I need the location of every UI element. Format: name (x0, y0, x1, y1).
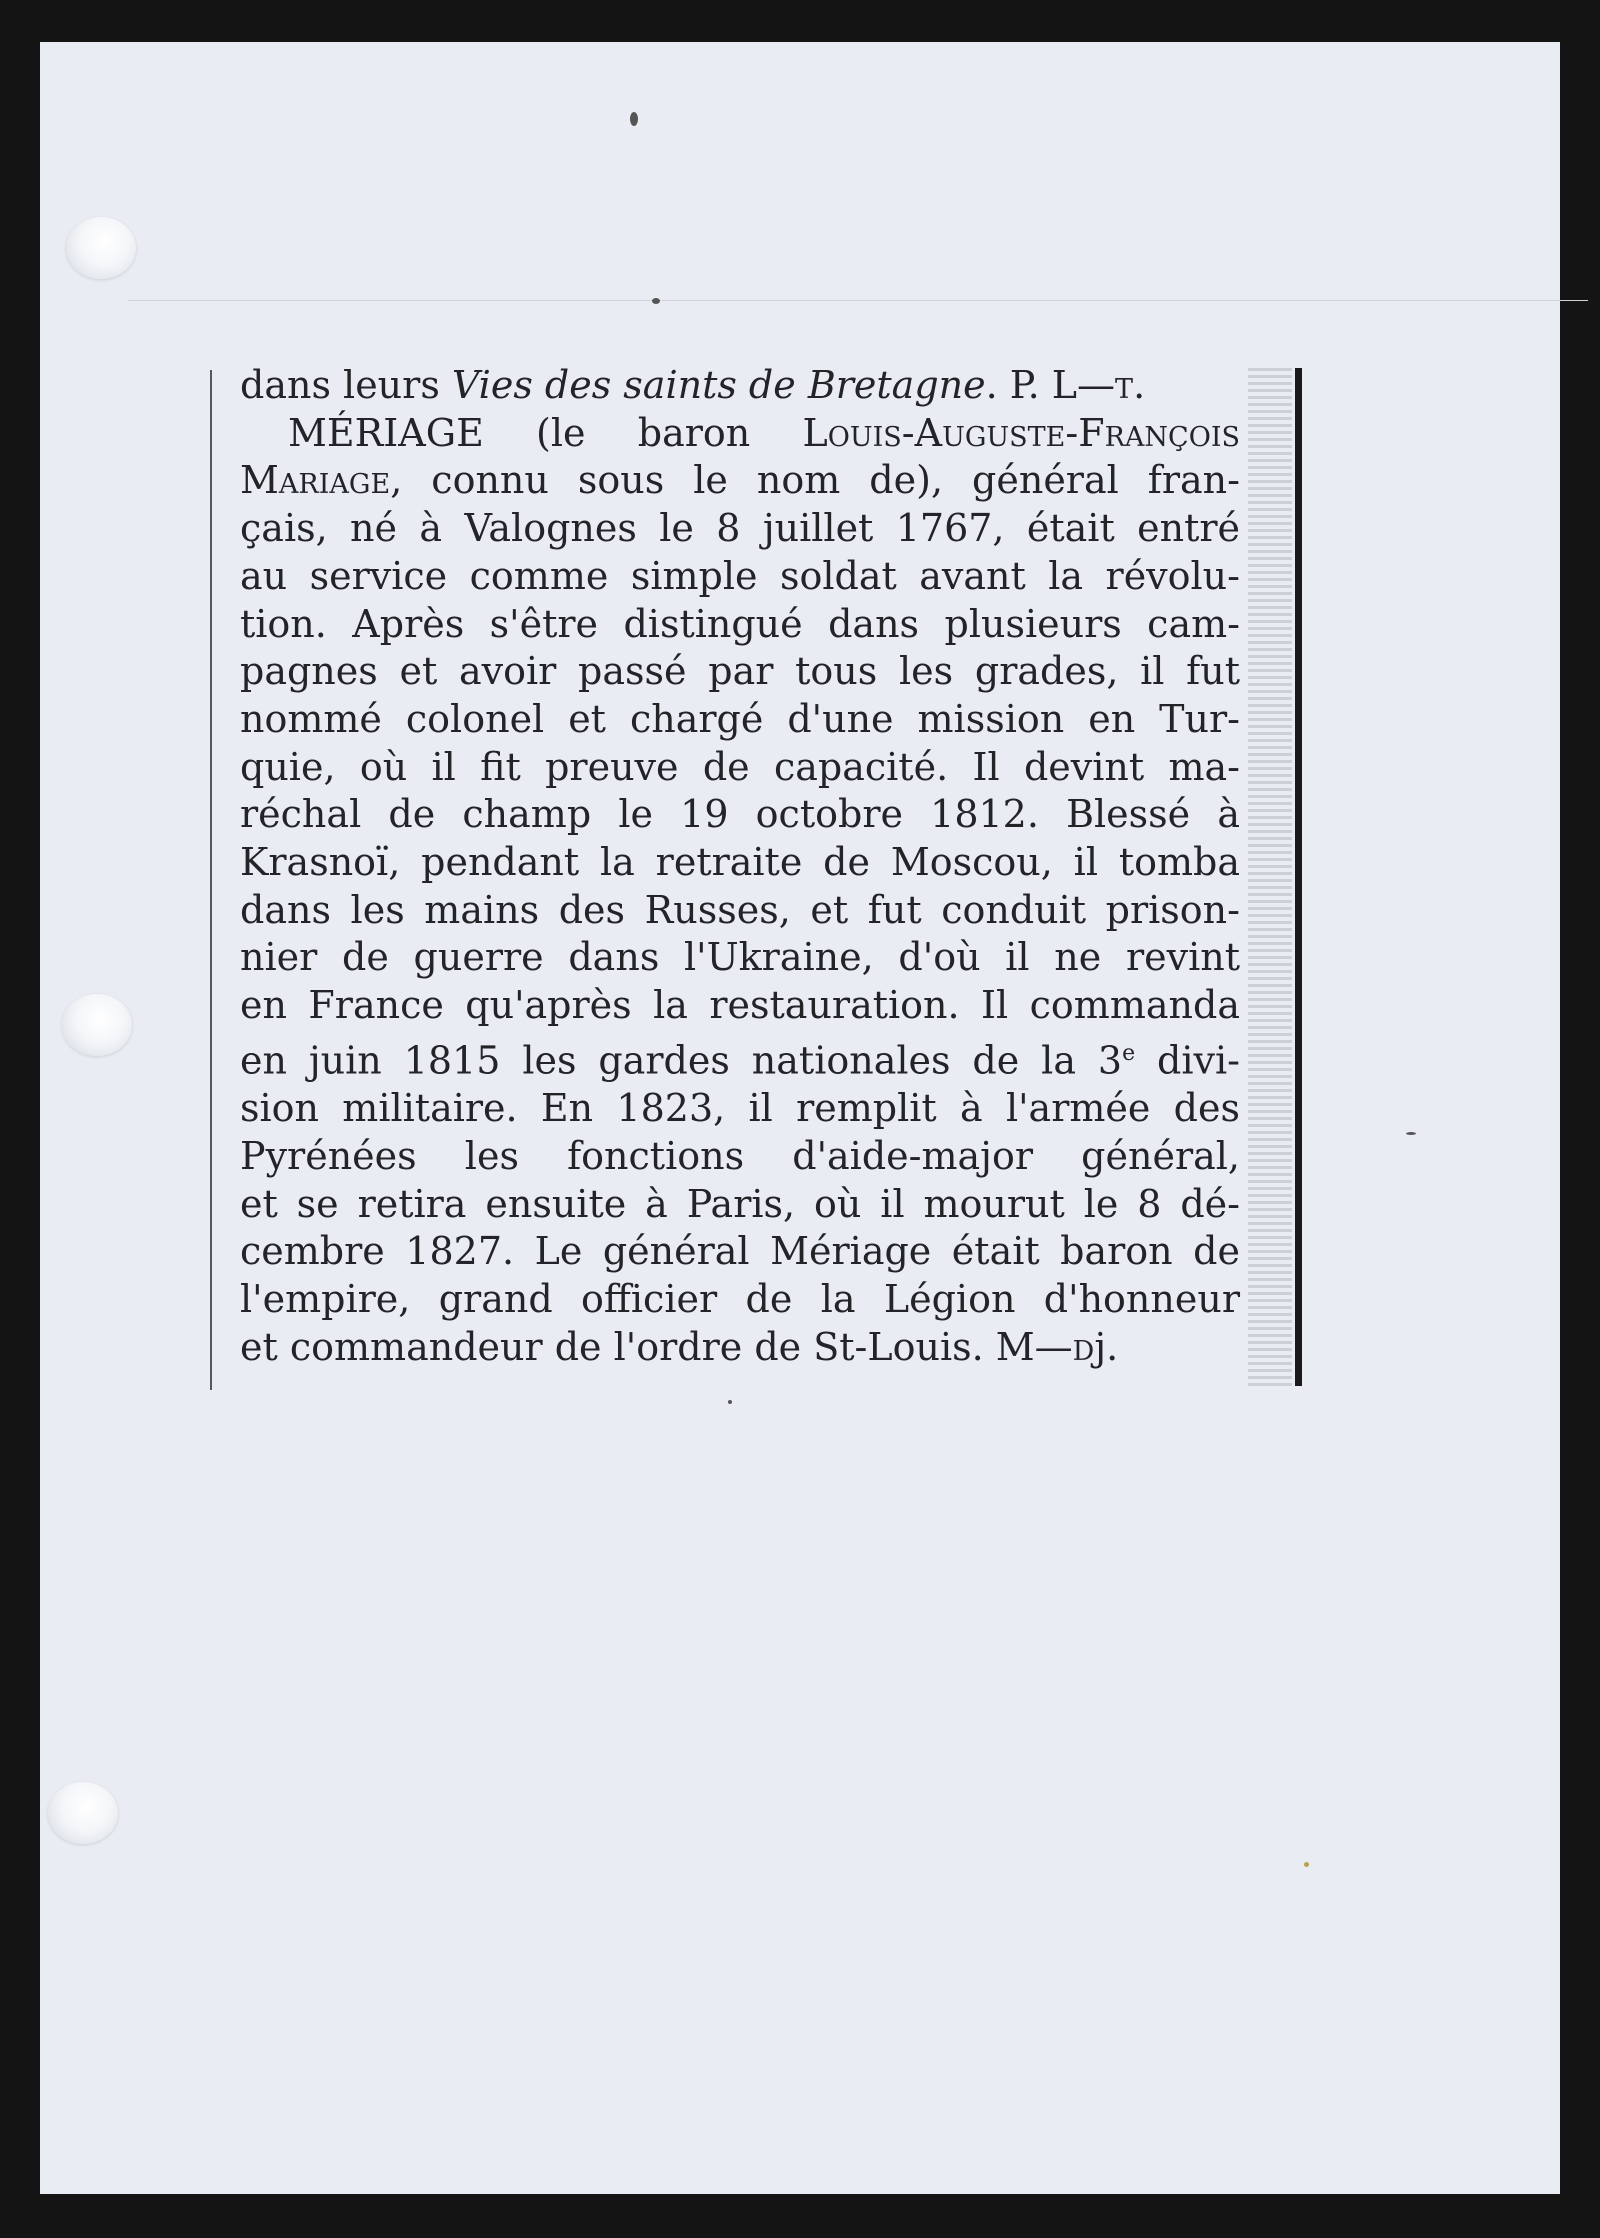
article-line-3: Mariage, connu sous le nom de), général fran- (240, 458, 1240, 503)
clipping-left-rule (210, 370, 212, 1390)
ink-speck (630, 112, 638, 126)
article-line-18: et se retira ensuite à Paris, où il mourut le 8 dé- (240, 1181, 1240, 1226)
clipping-right-shadow (1248, 368, 1292, 1386)
book-title: Vies des saints de Bretagne (451, 363, 986, 407)
article-line-6: tion. Après s'être distingué dans plusieurs cam- (240, 601, 1240, 646)
entry-heading: MÉRIAGE (le baron (288, 410, 803, 455)
punch-hole-bottom (48, 1782, 118, 1844)
article-line-1: dans leurs Vies des saints de Bretagne. P. L—t. (240, 363, 1146, 407)
article-line-12: dans les mains des Russes, et fut conduit prison- (240, 887, 1240, 932)
scanned-page (40, 42, 1560, 2194)
article-line-16: sion militaire. En 1823, il remplit à l'armée des (240, 1086, 1240, 1131)
punch-hole-top (66, 217, 136, 279)
article-line-10: réchal de champ le 19 octobre 1812. Blessé à (240, 792, 1240, 837)
article-line-2 (240, 410, 1240, 458)
newspaper-clipping (210, 362, 1322, 1397)
article-text (240, 362, 1240, 1371)
article-line-14: en France qu'après la restauration. Il commanda (240, 983, 1240, 1028)
entry-full-name: Louis-Auguste-François (802, 410, 1240, 455)
punch-hole-middle (62, 994, 132, 1056)
article-line-15: en juin 1815 les gardes nationales de la 3e divi- (240, 1038, 1240, 1083)
article-line-20: l'empire, grand officier de la Légion d'honneur (240, 1277, 1240, 1322)
article-line-5: au service comme simple soldat avant la révolu- (240, 553, 1240, 598)
clipping-right-rule (1295, 368, 1302, 1386)
fold-line (128, 300, 1588, 301)
ink-speck (1304, 1862, 1309, 1867)
article-line-7: pagnes et avoir passé par tous les grades, il fut (240, 649, 1240, 694)
article-line-21: et commandeur de l'ordre de St-Louis. M—dj. (240, 1324, 1119, 1369)
article-line-19: cembre 1827. Le général Mériage était baron de (240, 1229, 1240, 1274)
article-line-13: nier de guerre dans l'Ukraine, d'où il ne revint (240, 935, 1240, 980)
author-signature: j. (1094, 1324, 1119, 1369)
article-line-8: nommé colonel et chargé d'une mission en Tur- (240, 696, 1240, 741)
article-line-4: çais, né à Valognes le 8 juillet 1767, était entré (240, 506, 1240, 551)
article-line-11: Krasnoï, pendant la retraite de Moscou, il tomba (240, 840, 1240, 885)
article-line-17: Pyrénées les fonctions d'aide-major général, (240, 1133, 1240, 1178)
ink-speck (1406, 1132, 1416, 1135)
ink-speck (652, 298, 660, 304)
ink-speck (728, 1400, 732, 1404)
article-line-9: quie, où il fit preuve de capacité. Il devint ma- (240, 744, 1240, 789)
